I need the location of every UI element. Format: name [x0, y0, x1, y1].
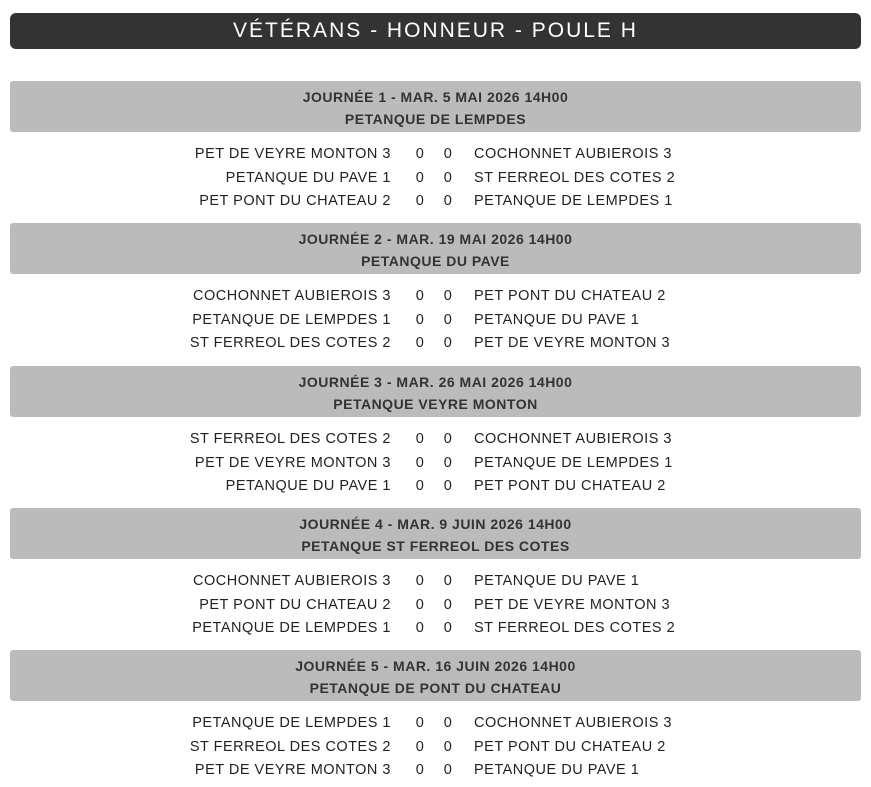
away-team: PET PONT DU CHATEAU 2 — [474, 738, 666, 755]
home-score: 0 — [415, 478, 425, 494]
match-list — [10, 427, 861, 498]
match-row — [10, 308, 861, 332]
match-list — [10, 284, 861, 355]
home-score: 0 — [415, 762, 425, 778]
matchday-header — [10, 366, 861, 417]
home-team: PETANQUE DE LEMPDES 1 — [192, 620, 391, 636]
matchday-heading: JOURNÉE 3 - MAR. 26 MAI 2026 14H00 — [298, 374, 573, 390]
away-team: PETANQUE DU PAVE 1 — [474, 762, 640, 778]
away-team: PETANQUE DE LEMPDES 1 — [474, 454, 673, 471]
home-team: PETANQUE DE LEMPDES 1 — [192, 715, 391, 731]
home-team: ST FERREOL DES COTES 2 — [189, 431, 391, 447]
match-list — [10, 142, 861, 213]
match-row — [10, 142, 861, 166]
away-team: ST FERREOL DES COTES 2 — [474, 620, 676, 636]
away-team: PET PONT DU CHATEAU 2 — [474, 288, 666, 304]
home-team: COCHONNET AUBIEROIS 3 — [193, 573, 391, 589]
matchday-venue: PETANQUE DE LEMPDES — [344, 111, 527, 127]
away-team: PET PONT DU CHATEAU 2 — [474, 478, 666, 494]
away-score: 0 — [443, 311, 453, 328]
page-title: VÉTÉRANS - HONNEUR - POULE H — [10, 13, 861, 49]
away-score: 0 — [443, 715, 453, 731]
matchday-header — [10, 650, 861, 701]
away-score: 0 — [443, 478, 453, 494]
match-row — [10, 474, 861, 498]
away-score: 0 — [443, 454, 453, 471]
home-score: 0 — [415, 431, 425, 447]
away-score: 0 — [443, 573, 453, 589]
home-team: PET PONT DU CHATEAU 2 — [199, 193, 391, 209]
match-row — [10, 284, 861, 308]
match-row — [10, 569, 861, 593]
home-score: 0 — [415, 596, 425, 613]
home-team: COCHONNET AUBIEROIS 3 — [193, 288, 391, 304]
away-score: 0 — [443, 620, 453, 636]
home-score: 0 — [415, 738, 425, 755]
match-row — [10, 711, 861, 735]
match-row — [10, 735, 861, 759]
matchday-heading: JOURNÉE 2 - MAR. 19 MAI 2026 14H00 — [298, 231, 573, 247]
home-team: PET DE VEYRE MONTON 3 — [194, 762, 391, 778]
home-team: ST FERREOL DES COTES 2 — [189, 335, 391, 351]
match-row — [10, 616, 861, 640]
away-score: 0 — [443, 193, 453, 209]
home-score: 0 — [415, 193, 425, 209]
away-team: PET DE VEYRE MONTON 3 — [474, 596, 671, 613]
home-team: PETANQUE DU PAVE 1 — [225, 478, 391, 494]
match-row — [10, 166, 861, 190]
home-score: 0 — [415, 169, 425, 186]
match-row — [10, 451, 861, 475]
home-score: 0 — [415, 573, 425, 589]
home-team: ST FERREOL DES COTES 2 — [189, 738, 391, 755]
match-row — [10, 427, 861, 451]
home-team: PET DE VEYRE MONTON 3 — [194, 146, 391, 162]
match-list — [10, 711, 861, 782]
away-score: 0 — [443, 335, 453, 351]
matchday-venue: PETANQUE VEYRE MONTON — [333, 396, 538, 412]
away-team: PETANQUE DU PAVE 1 — [474, 311, 640, 328]
matchday-heading: JOURNÉE 5 - MAR. 16 JUIN 2026 14H00 — [295, 658, 576, 674]
matchday-5 — [10, 650, 861, 782]
home-score: 0 — [415, 620, 425, 636]
away-team: ST FERREOL DES COTES 2 — [474, 169, 676, 186]
away-team: PETANQUE DE LEMPDES 1 — [474, 193, 673, 209]
match-row — [10, 593, 861, 617]
home-score: 0 — [415, 288, 425, 304]
away-team: COCHONNET AUBIEROIS 3 — [474, 715, 672, 731]
away-score: 0 — [443, 146, 453, 162]
away-score: 0 — [443, 762, 453, 778]
away-team: PET DE VEYRE MONTON 3 — [474, 335, 671, 351]
home-score: 0 — [415, 715, 425, 731]
away-score: 0 — [443, 169, 453, 186]
home-team: PET DE VEYRE MONTON 3 — [194, 454, 391, 471]
home-score: 0 — [415, 454, 425, 471]
away-score: 0 — [443, 596, 453, 613]
away-team: PETANQUE DU PAVE 1 — [474, 573, 640, 589]
matchday-venue: PETANQUE DE PONT DU CHATEAU — [309, 680, 562, 696]
matchday-header — [10, 508, 861, 559]
match-row — [10, 331, 861, 355]
home-team: PETANQUE DE LEMPDES 1 — [192, 311, 391, 328]
matchday-heading: JOURNÉE 4 - MAR. 9 JUIN 2026 14H00 — [299, 516, 572, 532]
matchday-4 — [10, 508, 861, 640]
matchday-venue: PETANQUE ST FERREOL DES COTES — [301, 538, 570, 554]
matchday-2 — [10, 223, 861, 355]
matchday-header — [10, 223, 861, 274]
away-score: 0 — [443, 288, 453, 304]
home-team: PET PONT DU CHATEAU 2 — [199, 596, 391, 613]
match-row — [10, 189, 861, 213]
away-score: 0 — [443, 738, 453, 755]
away-score: 0 — [443, 431, 453, 447]
match-list — [10, 569, 861, 640]
matchday-header — [10, 81, 861, 132]
home-score: 0 — [415, 335, 425, 351]
home-score: 0 — [415, 311, 425, 328]
matchday-heading: JOURNÉE 1 - MAR. 5 MAI 2026 14H00 — [302, 89, 569, 105]
matchday-1 — [10, 81, 861, 213]
matchday-venue: PETANQUE DU PAVE — [361, 253, 510, 269]
away-team: COCHONNET AUBIEROIS 3 — [474, 146, 672, 162]
matchday-3 — [10, 366, 861, 498]
home-score: 0 — [415, 146, 425, 162]
home-team: PETANQUE DU PAVE 1 — [225, 169, 391, 186]
match-row — [10, 758, 861, 782]
away-team: COCHONNET AUBIEROIS 3 — [474, 431, 672, 447]
